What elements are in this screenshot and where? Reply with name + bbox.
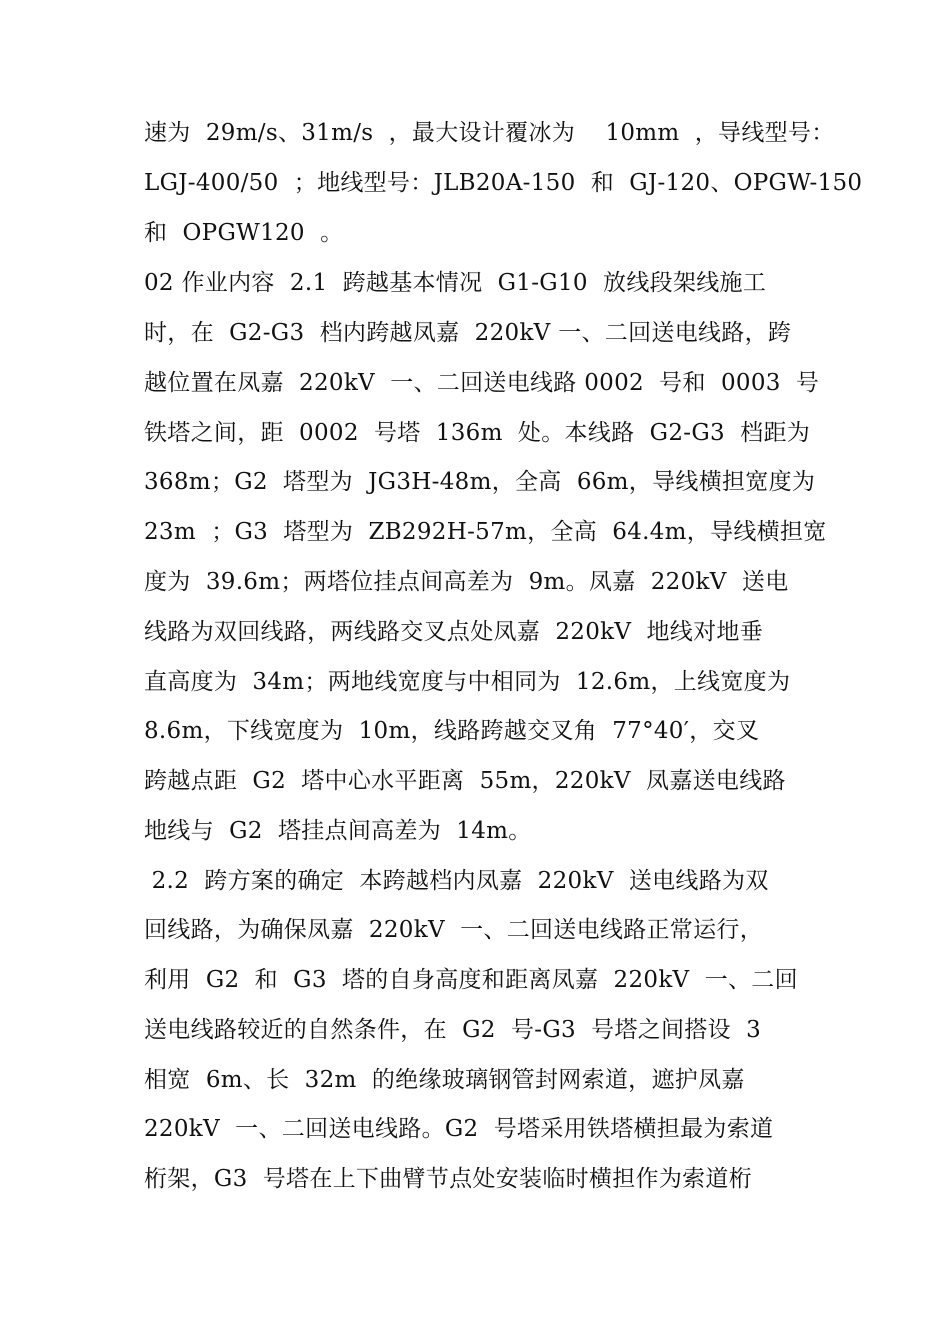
text-line: 越位置在凤嘉 220kV 一、二回送电线路 0002 号和 0003 号: [144, 370, 820, 396]
text-line: 回线路，为确保凤嘉 220kV 一、二回送电线路正常运行，: [144, 917, 763, 943]
text-line: 368m；G2 塔型为 JG3H-48m，全高 66m，导线横担宽度为: [144, 469, 816, 495]
text-line: 相宽 6m、长 32m 的绝缘玻璃钢管封网索道，遮护凤嘉: [144, 1067, 745, 1093]
text-line: 线路为双回线路，两线路交叉点处凤嘉 220kV 地线对地垂: [144, 619, 763, 645]
text-line: 和 OPGW120 。: [144, 220, 344, 246]
text-line: 速为 29m/s、31m/s ，最大设计覆冰为 10mm ，导线型号：: [144, 120, 835, 146]
text-line: 铁塔之间，距 0002 号塔 136m 处。本线路 G2-G3 档距为: [144, 420, 811, 446]
text-line: 220kV 一、二回送电线路。G2 号塔采用铁塔横担最为索道: [144, 1116, 774, 1142]
text-line: 利用 G2 和 G3 塔的自身高度和距离凤嘉 220kV 一、二回: [144, 967, 798, 993]
text-line: 跨越点距 G2 塔中心水平距离 55m，220kV 凤嘉送电线路: [144, 768, 786, 794]
text-line: 8.6m，下线宽度为 10m，线路跨越交叉角 77°40′，交叉: [144, 718, 760, 744]
text-line: LGJ-400/50 ；地线型号：JLB20A-150 和 GJ-120、OPGW-150: [144, 170, 863, 196]
text-line: 时，在 G2-G3 档内跨越凤嘉 220kV 一、二回送电线路，跨: [144, 320, 792, 346]
text-line: 23m ；G3 塔型为 ZB292H-57m，全高 64.4m，导线横担宽: [144, 519, 827, 545]
text-line: 度为 39.6m；两塔位挂点间高差为 9m。凤嘉 220kV 送电: [144, 569, 789, 595]
text-line: 地线与 G2 塔挂点间高差为 14m。: [144, 818, 532, 844]
text-line: 桁架，G3 号塔在上下曲臂节点处安装临时横担作为索道桁: [144, 1166, 753, 1192]
text-line: 直高度为 34m；两地线宽度与中相同为 12.6m，上线宽度为: [144, 669, 791, 695]
text-line: 2.2 跨方案的确定 本跨越档内凤嘉 220kV 送电线路为双: [144, 868, 769, 894]
text-line: 送电线路较近的自然条件，在 G2 号-G3 号塔之间搭设 3: [144, 1017, 762, 1043]
text-line: 02 作业内容 2.1 跨越基本情况 G1-G10 放线段架线施工: [144, 270, 767, 296]
